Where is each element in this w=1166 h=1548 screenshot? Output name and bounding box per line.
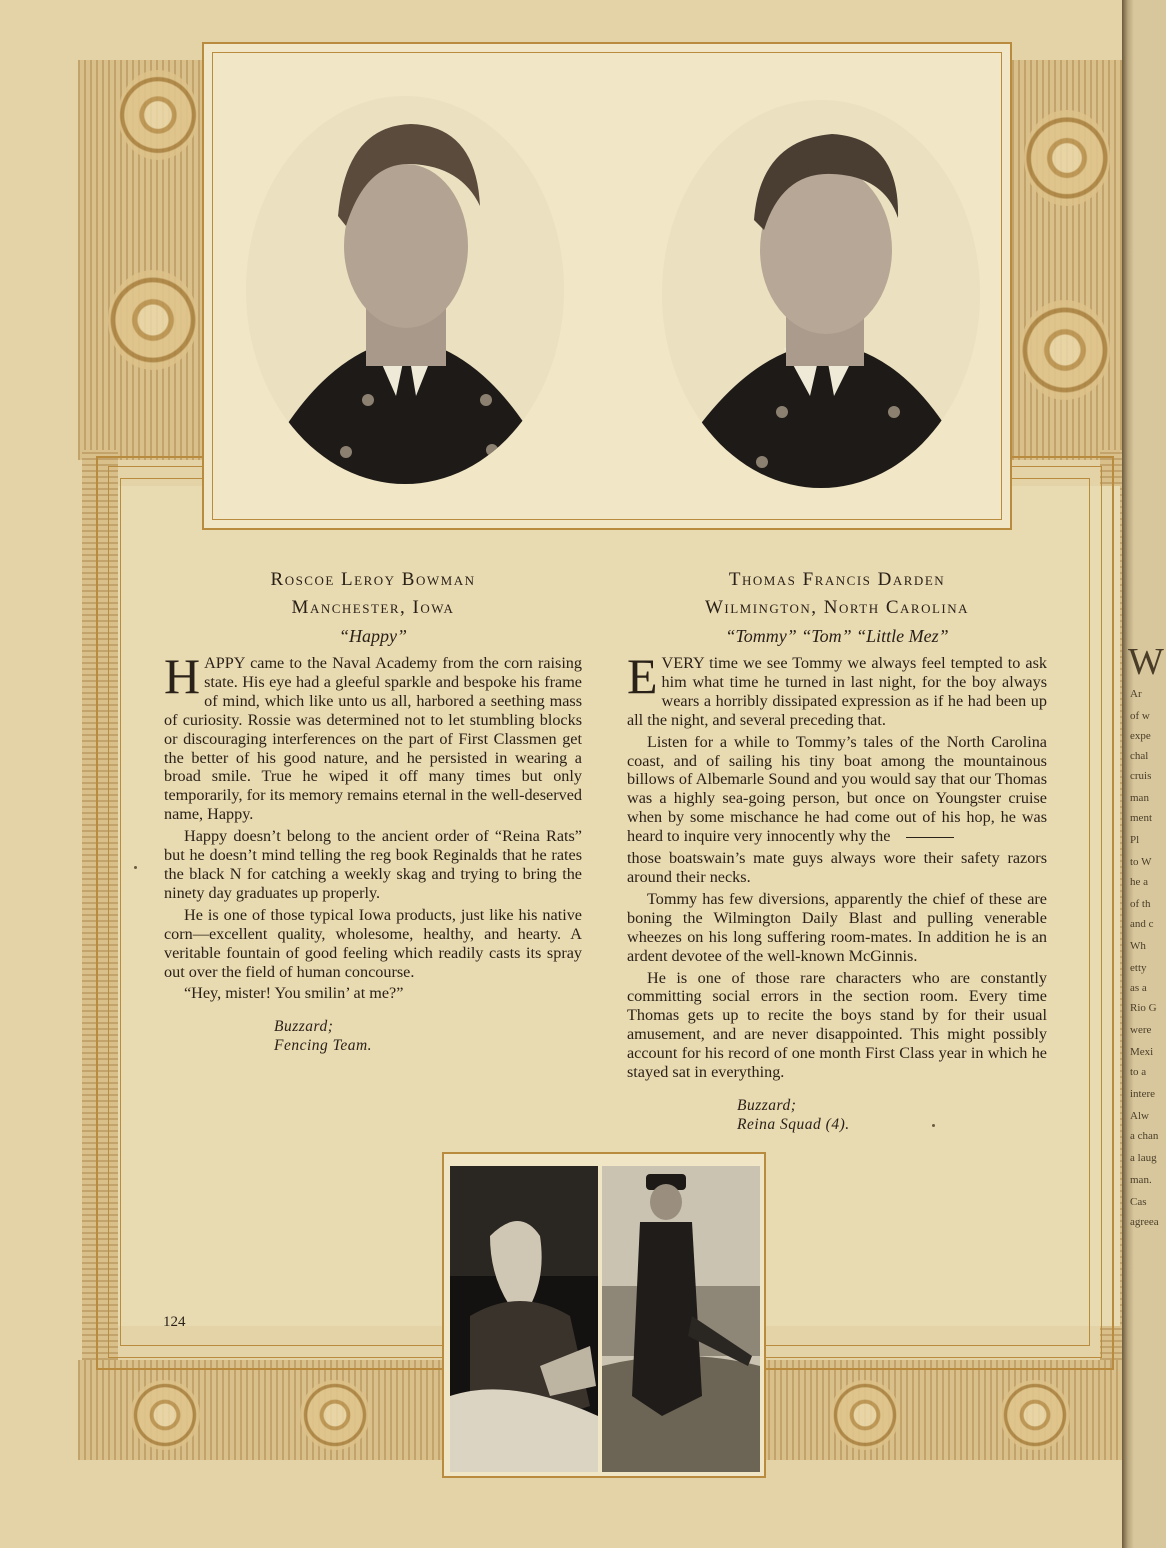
snapshot-photo-right — [602, 1166, 760, 1472]
adjacent-page-text: ment — [1130, 812, 1152, 824]
biography-paragraph: He is one of those rare characters who are constantly committing social errors in the section room. Every time Thomas gets up to recite the boys stand by for their usual amusement, and are never disappointed. This might possibly account for his record of one month First Class year in which he stayed sat in everything. — [627, 968, 1047, 1082]
activities — [737, 1096, 1047, 1134]
adjacent-page-text: a laug — [1130, 1152, 1157, 1164]
activities — [274, 1017, 582, 1055]
rosette-ornament — [300, 1380, 370, 1450]
adjacent-page-text: intere — [1130, 1088, 1156, 1100]
portrait-photo-darden — [662, 100, 980, 488]
scroll-ornament — [118, 70, 198, 160]
activity-item: Buzzard; — [737, 1096, 797, 1114]
activity-item: Fencing Team. — [274, 1037, 373, 1055]
omitted-word-dash — [906, 837, 954, 838]
adjacent-page-text: Alw — [1130, 1110, 1149, 1122]
paragraph-text: VERY time we see Tommy we always feel tempted to ask him what time he turned in last night, for the boy always wears a horribly dissipated expression as if he had been up all the night, and several preceding that. — [627, 654, 1047, 729]
adjacent-page-text: he a — [1130, 876, 1149, 888]
adjacent-page-text: Ar — [1130, 688, 1142, 700]
bio-darden — [627, 566, 1047, 1134]
midshipman-name: Roscoe Leroy Bowman — [270, 569, 476, 590]
adjacent-page-text: chal — [1130, 750, 1149, 762]
rosette-ornament — [130, 1380, 200, 1450]
biography-text — [164, 648, 582, 1003]
adjacent-page-text: expe — [1130, 730, 1151, 742]
adjacent-page-edge — [1122, 0, 1166, 1548]
adjacent-page-text: as a — [1130, 982, 1147, 994]
midshipman-name: Thomas Francis Darden — [728, 569, 946, 590]
midshipman-nickname: “Happy” — [338, 626, 407, 646]
biography-paragraph: “Hey, mister! You smilin’ at me?” — [184, 984, 404, 1003]
scroll-ornament — [1024, 110, 1110, 206]
paper-speck — [134, 866, 137, 869]
midshipman-hometown: Wilmington, North Carolina — [704, 597, 970, 618]
biography-paragraph: Happy doesn’t belong to the ancient order of “Reina Rats” but he doesn’t mind telling the reg book Reginalds that he rates the black N for catching a weekly skag and trying to bring the ninety day graduates up properly. — [164, 827, 582, 902]
adjacent-page-text: of th — [1130, 898, 1151, 910]
adjacent-page-text: Rio G — [1130, 1002, 1157, 1014]
adjacent-page-text: etty — [1130, 962, 1147, 974]
page-number: 124 — [163, 1314, 186, 1330]
paragraph-text: APPY came to the Naval Academy from the corn raising state. His eye had a gleeful sparkle and bespoke his frame of mind, which like unto us all, harbored a seething mass of curiosity. Rossie was determined not to let stumbling blocks or discouraging interferences on the part of First Classmen get the better of his good nature, and he persisted in wearing a broad smile. True he wiped it off many times but only temporarily, for its memory remains eternal in the well-deserved name, Happy. — [164, 654, 582, 824]
biography-text — [627, 648, 1047, 1082]
adjacent-page-text: a chan — [1130, 1130, 1159, 1142]
snapshot-photo-left — [450, 1166, 598, 1472]
biography-paragraph — [164, 648, 582, 824]
activity-item: Reina Squad (4). — [737, 1115, 850, 1133]
drop-cap: H — [164, 648, 201, 704]
adjacent-page-text: to W — [1130, 856, 1152, 868]
paper-speck — [932, 1124, 935, 1127]
adjacent-page-text: agreea — [1130, 1216, 1159, 1228]
adjacent-page-text: and c — [1130, 918, 1154, 930]
rosette-ornament — [1000, 1380, 1070, 1450]
biography-paragraph — [627, 648, 1047, 730]
adjacent-page-text: were — [1130, 1024, 1152, 1036]
adjacent-page-text: Wh — [1130, 940, 1146, 952]
midshipman-hometown: Manchester, Iowa — [291, 597, 455, 618]
adjacent-page-text: cruis — [1130, 770, 1152, 782]
biography-paragraph — [627, 733, 1047, 846]
activity-item: Buzzard; — [274, 1018, 334, 1036]
adjacent-page-text: W — [1128, 641, 1164, 683]
rosette-ornament — [830, 1380, 900, 1450]
adjacent-page-text: man. — [1130, 1174, 1152, 1186]
biography-paragraph: He is one of those typical Iowa products, just like his native corn—excellent quality, wholesome, healthy, and hearty. A veritable fountain of good feeling which readily casts its spray out over the field of human concourse. — [164, 905, 582, 981]
adjacent-page-text: Mexi — [1130, 1046, 1154, 1058]
portrait-photo-bowman — [246, 96, 564, 484]
paragraph-text: Listen for a while to Tommy’s tales of the North Carolina coast, and of sailing his tiny boat among the mountainous billows of Albemarle Sound and you would say that our Thomas was a highly sea-going person, but once on Youngster cruise when by some mischance he had come out of his hop, he was heard to inquire very innocently why the — [627, 732, 1047, 846]
adjacent-page-text: Cas — [1130, 1196, 1147, 1208]
drop-cap: E — [627, 648, 658, 704]
adjacent-page-text: man — [1130, 792, 1149, 804]
scroll-ornament — [1020, 300, 1110, 400]
adjacent-page-text: Pl — [1130, 834, 1140, 846]
biography-paragraph: those boatswain’s mate guys always wore their safety razors around their necks. — [627, 849, 1047, 886]
adjacent-page-text: to a — [1130, 1066, 1147, 1078]
midshipman-nickname: “Tommy” “Tom” “Little Mez” — [725, 626, 949, 646]
adjacent-page-text: of w — [1130, 710, 1150, 722]
biography-paragraph: Tommy has few diversions, apparently the chief of these are boning the Wilmington Daily Blast and pulling venerable wheezes on his long suffering room-mates. In addition he is an ardent devotee of the well-known McGinnis. — [627, 889, 1047, 965]
scroll-ornament — [108, 270, 198, 370]
bio-bowman — [164, 566, 582, 1055]
